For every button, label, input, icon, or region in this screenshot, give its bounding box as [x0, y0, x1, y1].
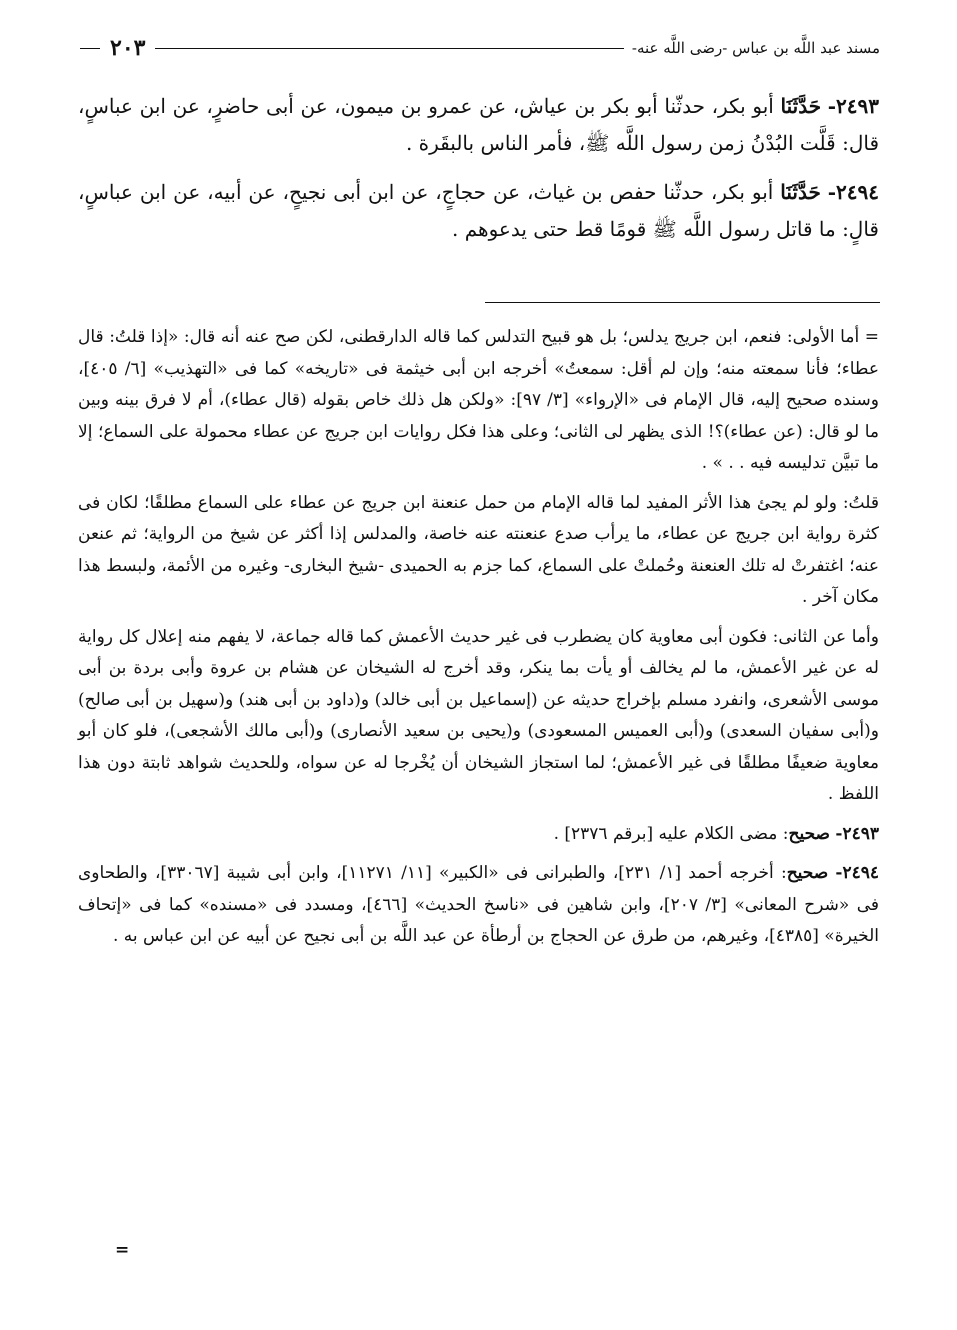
footnote-text: : أخرجه أحمد [١/ ٢٣١]، والطبرانى فى «الكبير» [١١/ ١١٢٧١]، وابن أبى شيبة [٣٣٠٦٧]، والطحاوى فى «شرح المعانى» [٣/ ٢٠٧]، وابن شاهين فى «ناسخ الحديث» [٤٦٦]، ومسدد فى «مسنده» كما فى «إتحاف الخيرة» [٤٣٨٥]، وغيرهم، من طرق عن الحجاج بن أرطأة عن عبد اللَّه بن أبى نجيح عن أبيه عن ابن عباس به .: [78, 863, 879, 946]
header-dash: [80, 48, 100, 49]
hadith-text: أبو بكر، حدثّنا أبو بكر بن عياش، عن عمرو بن ميمون، عن أبى حاضرٍ، عن ابن عباسٍ، قال: قَلَّت البُدْنُ زمن رسول اللَّه ﷺ، فأمر الناس بالبقَرة .: [78, 94, 879, 155]
footnote-2494: [78, 858, 879, 953]
footnote-number: ٢٤٩٤-: [835, 863, 880, 883]
header-rule: [155, 48, 623, 49]
footnote-2493: [78, 819, 879, 851]
footnote-paragraph: [78, 322, 879, 480]
hadith-number: ٢٤٩٤-: [827, 180, 880, 204]
grade-label: صحيح: [788, 823, 830, 844]
continuation-prefix: =: [864, 327, 879, 347]
running-title: مسند عبد اللَّه بن عباس -رضى اللَّه عنه-: [631, 39, 880, 57]
footnotes-section: [78, 322, 879, 961]
page-number: ٢٠٣: [110, 35, 146, 61]
grade-label: صحيح: [786, 863, 829, 883]
footnote-text: قلتُ: ولو لم يجئ هذا الأثر المفيد لما قاله الإمام من حمل عنعنة ابن جريج عن عطاء على السماع مطلقًا؛ لكان فى كثرة رواية ابن جريج عن عطاء، ما يرأب صدع عنعنته عنه خاصة، والمدلس إذا أكثر عن شيخ من الرواية؛ ثم عنعن عنه؛ اغتفرتْ له تلك العنعنة وحُملتْ على السماع، كما جزم به الحميدى -شيخ البخارى- وغيره من الأئمة، ولبسط هذا مكان آخر .: [78, 492, 879, 607]
footnote-text: : مضى الكلام عليه [برقم ٢٣٧٦] .: [553, 823, 789, 844]
hadith-section: [78, 88, 879, 260]
footnote-paragraph: [78, 622, 879, 811]
hadith-text: أبو بكر، حدثّنا حفص بن غياث، عن حجاجٍ، عن ابن أبى نجيحٍ، عن أبيه، عن ابن عباسٍ، قالٍ: ما قاتل رسول اللَّه ﷺ قومًا قط حتى يدعوهم .: [78, 180, 879, 241]
footnote-text: وأما عن الثانى: فكون أبى معاوية كان يضطرب فى غير حديث الأعمش كما قاله جماعة، لا يفهم منه إعلال كل رواية له عن غير الأعمش، ما لم يخالف أو يأت بما ينكر، وقد أخرج له الشيخان عن هشام بن عروة وأبى بردة بن أبى موسى الأشعرى، وانفرد مسلم بإخراج حديثه عن (إسماعيل بن أبى خالد) و(داود بن أبى هند) و(سهيل بن أبى صالح) و(أبى سفيان السعدى) و(أبى العميس المسعودى) و(يحيى بن سعيد الأنصارى) و(أبى مالك الأشجعى)، فلو كان أبو معاوية ضعيفًا مطلقًا فى غير الأعمش؛ لما استجاز الشيخان أن يُخْرجا له عن سواه، وللحديث شواهد ثابتة دون هذا اللفظ .: [78, 626, 879, 804]
hadith-2493: [78, 88, 879, 162]
narration-word: حَدَّثَنَا: [780, 180, 821, 204]
footnote-divider: [485, 302, 880, 303]
page-header: [80, 28, 880, 68]
narration-word: حَدَّثَنَا: [780, 94, 822, 118]
footnote-text: أما الأولى: فنعم، ابن جريج يدلس؛ بل هو قبيح التدلس كما قاله الدارقطنى، لكن صح عنه أنه قال: «إذا قلتُ: قال عطاء؛ فأنا سمعته منه؛ وإن لم أقل: سمعتُ» أخرجه ابن أبى خيثمة فى «تاريخه» كما فى «التهذيب» [٦/ ٤٠٥]، وسنده صحيح إليه، قال الإمام فى «الإرواء» [٣/ ٩٧]: «ولكن هل ذلك خاص بقوله (قال عطاء)، أم لا فرق بينه وبين ما لو قال: (عن عطاء)؟! الذى يظهر لى الثانى؛ وعلى هذا فكل روايات ابن جريج عن عطاء محمولة على السماع؛ إلا ما تبيَّن تدليسه فيه . . » .: [78, 327, 879, 473]
hadith-2494: [78, 174, 879, 248]
footnote-paragraph: [78, 488, 879, 614]
continuation-mark: =: [115, 1240, 130, 1260]
hadith-number: ٢٤٩٣-: [827, 94, 880, 118]
footnote-number: ٢٤٩٣-: [835, 823, 879, 844]
